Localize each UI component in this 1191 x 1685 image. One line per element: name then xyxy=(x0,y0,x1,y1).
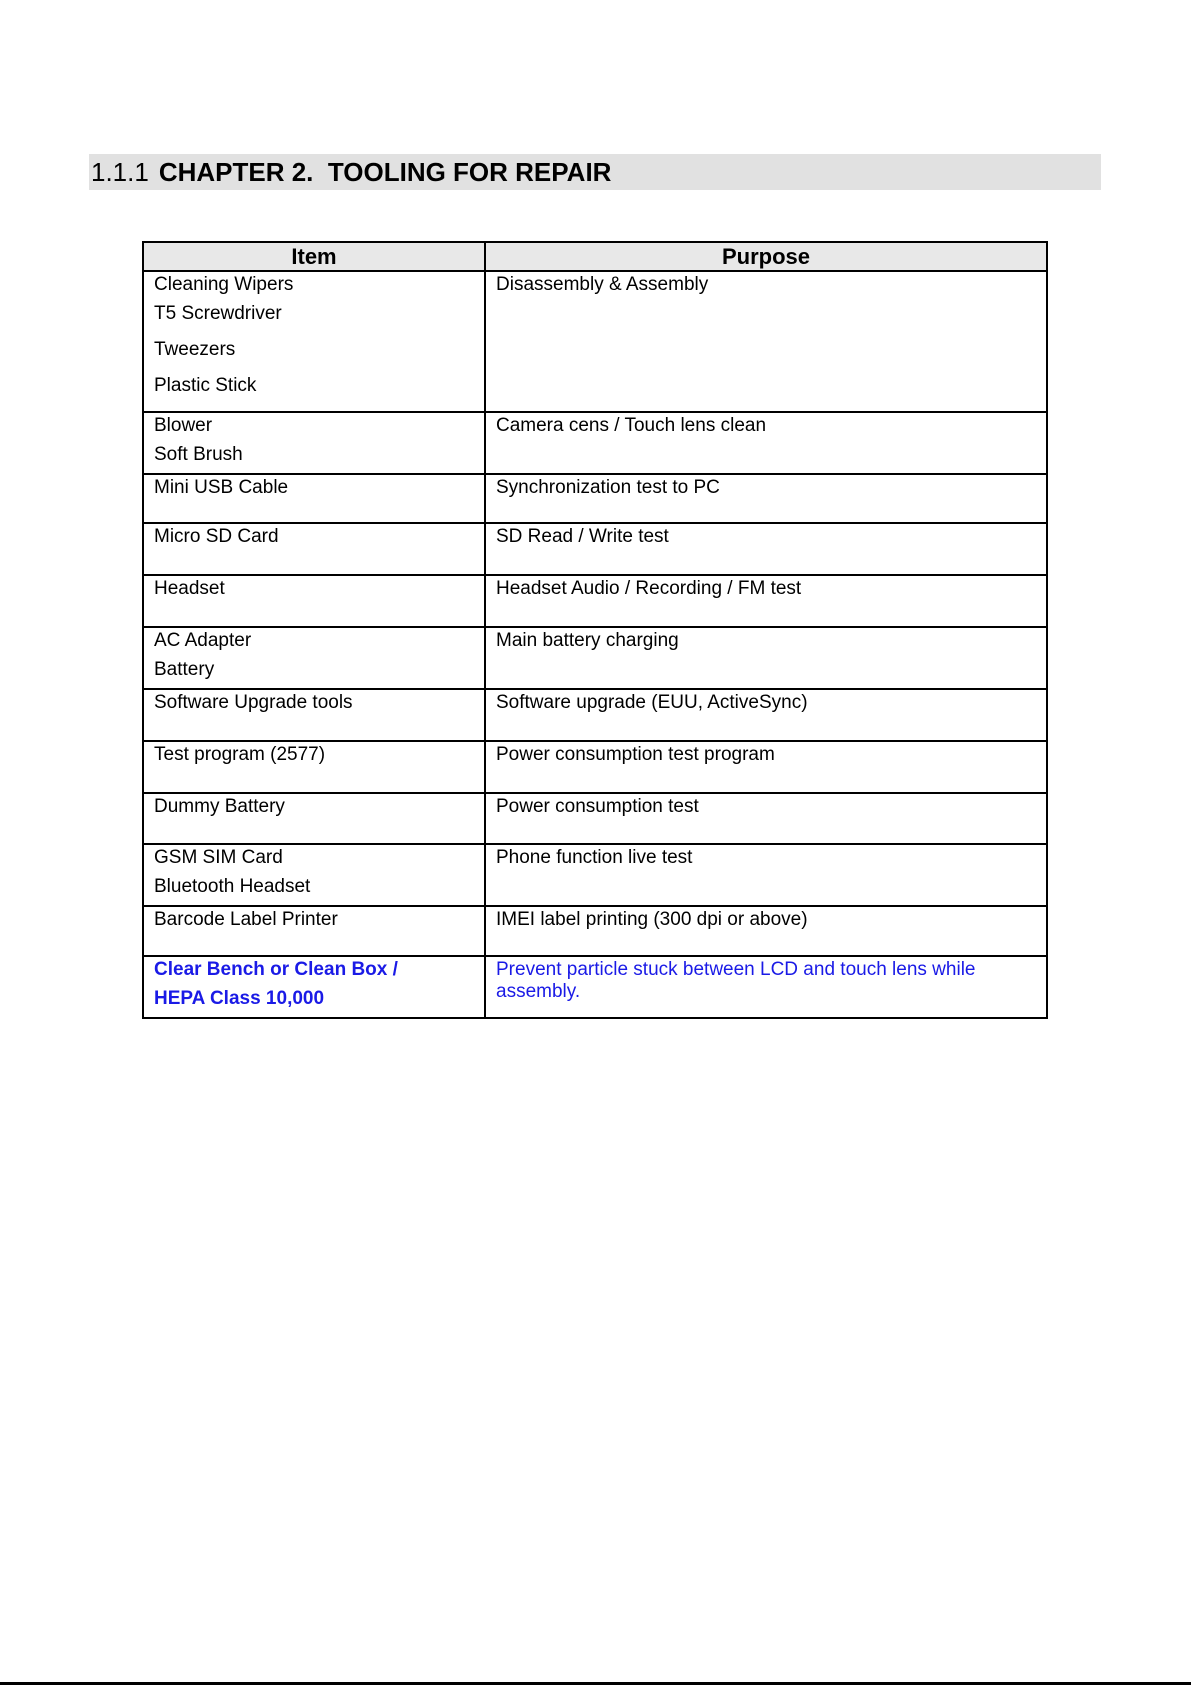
purpose-cell xyxy=(485,689,1047,741)
item-name: Headset xyxy=(154,578,225,599)
purpose-cell xyxy=(485,906,1047,956)
item-cell xyxy=(143,906,485,956)
purpose-cell xyxy=(485,793,1047,844)
item-name: T5 Screwdriver xyxy=(154,303,282,324)
purpose-cell xyxy=(485,575,1047,627)
item-name: GSM SIM Card xyxy=(154,847,283,868)
purpose-text: Software upgrade (EUU, ActiveSync) xyxy=(496,692,808,713)
item-cell xyxy=(143,844,485,906)
purpose-cell xyxy=(485,844,1047,906)
purpose-cell xyxy=(485,474,1047,523)
purpose-text: Power consumption test program xyxy=(496,744,775,765)
purpose-cell xyxy=(485,956,1047,1018)
section-number: 1.1.1 xyxy=(91,156,149,187)
table-row xyxy=(143,956,1047,1018)
chapter-heading xyxy=(89,154,1101,190)
table-row xyxy=(143,627,1047,689)
item-cell xyxy=(143,474,485,523)
chapter-title: CHAPTER 2. TOOLING FOR REPAIR xyxy=(158,156,612,187)
item-cell xyxy=(143,627,485,689)
purpose-text: Synchronization test to PC xyxy=(496,477,720,498)
item-cell xyxy=(143,271,485,412)
table-row xyxy=(143,474,1047,523)
item-cell xyxy=(143,741,485,793)
purpose-text: Disassembly & Assembly xyxy=(496,274,709,295)
item-name: Bluetooth Headset xyxy=(154,876,311,897)
tooling-table xyxy=(142,241,1048,1019)
item-name: AC Adapter xyxy=(154,630,252,651)
item-name: Software Upgrade tools xyxy=(154,692,353,713)
item-name: Tweezers xyxy=(154,339,236,360)
item-name: HEPA Class 10,000 xyxy=(154,988,325,1009)
item-name: Barcode Label Printer xyxy=(154,909,338,930)
item-column-header: Item xyxy=(143,242,485,271)
purpose-text: Main battery charging xyxy=(496,630,679,651)
purpose-column-header: Purpose xyxy=(485,242,1047,271)
table-body xyxy=(143,271,1047,1018)
purpose-text: Headset Audio / Recording / FM test xyxy=(496,578,802,599)
purpose-cell xyxy=(485,271,1047,412)
item-cell xyxy=(143,412,485,474)
item-name: Soft Brush xyxy=(154,444,243,465)
item-name: Test program (2577) xyxy=(154,744,326,765)
purpose-cell xyxy=(485,412,1047,474)
item-name: Clear Bench or Clean Box / xyxy=(154,959,398,980)
item-name: Blower xyxy=(154,415,213,436)
item-name: Cleaning Wipers xyxy=(154,274,294,295)
table-header-row xyxy=(143,242,1047,271)
purpose-text: SD Read / Write test xyxy=(496,526,669,547)
table-row xyxy=(143,741,1047,793)
item-cell xyxy=(143,793,485,844)
item-name: Mini USB Cable xyxy=(154,477,289,498)
purpose-cell xyxy=(485,523,1047,575)
item-name: Dummy Battery xyxy=(154,796,285,817)
purpose-cell xyxy=(485,627,1047,689)
item-cell xyxy=(143,523,485,575)
item-cell xyxy=(143,689,485,741)
item-name: Micro SD Card xyxy=(154,526,279,547)
table-row xyxy=(143,844,1047,906)
purpose-text: IMEI label printing (300 dpi or above) xyxy=(496,909,808,930)
item-name: Plastic Stick xyxy=(154,375,257,396)
item-cell xyxy=(143,575,485,627)
purpose-cell xyxy=(485,741,1047,793)
table-row xyxy=(143,575,1047,627)
table-row xyxy=(143,523,1047,575)
table-row xyxy=(143,412,1047,474)
purpose-text: Phone function live test xyxy=(496,847,693,868)
purpose-text: Prevent particle stuck between LCD and touch lens while assembly. xyxy=(496,959,976,1002)
purpose-text: Camera cens / Touch lens clean xyxy=(496,415,767,436)
table-row xyxy=(143,793,1047,844)
table-row xyxy=(143,689,1047,741)
table-row xyxy=(143,906,1047,956)
item-name: Battery xyxy=(154,659,215,680)
item-cell xyxy=(143,956,485,1018)
table-row xyxy=(143,271,1047,412)
purpose-text: Power consumption test xyxy=(496,796,699,817)
